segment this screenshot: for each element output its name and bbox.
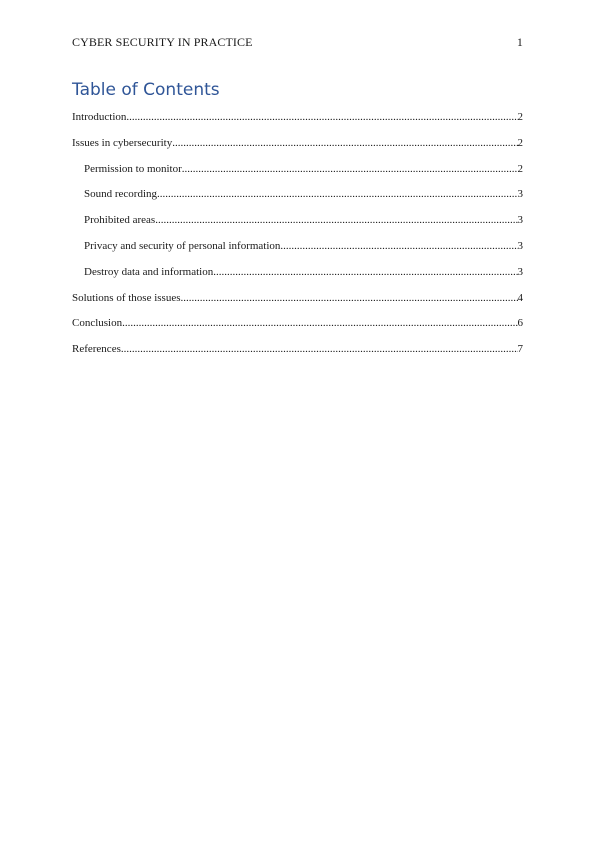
toc-entry-destroy-data[interactable] <box>72 266 523 292</box>
toc-heading: Table of Contents <box>72 80 220 100</box>
page-header <box>72 35 523 50</box>
toc-entry-references[interactable] <box>72 343 523 369</box>
toc-entry-page: 3 <box>517 239 523 252</box>
toc-entry-page: 4 <box>517 291 523 304</box>
toc-entry-page: 6 <box>517 317 523 330</box>
toc-entry-privacy-and-security[interactable] <box>72 240 523 266</box>
toc-entry-page: 2 <box>517 111 523 123</box>
toc-entry-title: Issues in cybersecurity <box>72 136 173 149</box>
toc-entry-title: References <box>72 343 121 356</box>
toc-entry-prohibited-areas[interactable] <box>72 214 523 240</box>
toc-entry-sound-recording[interactable] <box>72 188 523 214</box>
toc-entry-issues-in-cybersecurity[interactable] <box>72 137 523 163</box>
toc-entry-title: Introduction <box>72 111 127 123</box>
dot-leader <box>122 317 517 329</box>
toc-entry-title: Privacy and security of personal information <box>84 239 281 252</box>
toc-entry-page: 3 <box>517 214 523 227</box>
dot-leader <box>121 343 518 355</box>
toc-entry-title: Solutions of those issues <box>72 291 181 304</box>
dot-leader <box>280 240 517 252</box>
toc-entry-page: 2 <box>517 136 523 149</box>
toc-entry-title: Sound recording <box>84 188 158 201</box>
dot-leader <box>155 214 517 226</box>
dot-leader <box>182 163 518 175</box>
dot-leader <box>172 137 517 149</box>
dot-leader <box>213 266 517 278</box>
dot-leader <box>157 188 517 200</box>
page-number: 1 <box>516 35 523 49</box>
table-of-contents <box>72 111 523 369</box>
toc-entry-page: 3 <box>517 265 523 278</box>
toc-entry-conclusion[interactable] <box>72 317 523 343</box>
running-title: CYBER SECURITY IN PRACTICE <box>72 35 253 49</box>
dot-leader <box>126 111 517 123</box>
toc-entry-title: Destroy data and information <box>84 265 214 278</box>
dot-leader <box>180 292 517 304</box>
toc-entry-permission-to-monitor[interactable] <box>72 163 523 189</box>
toc-entry-page: 3 <box>517 188 523 201</box>
toc-entry-introduction[interactable] <box>72 111 523 137</box>
toc-entry-page: 2 <box>517 162 523 175</box>
toc-entry-title: Prohibited areas <box>84 214 156 227</box>
toc-entry-title: Conclusion <box>72 317 123 330</box>
toc-entry-title: Permission to monitor <box>84 162 182 175</box>
toc-entry-page: 7 <box>517 343 523 356</box>
toc-entry-solutions[interactable] <box>72 292 523 318</box>
